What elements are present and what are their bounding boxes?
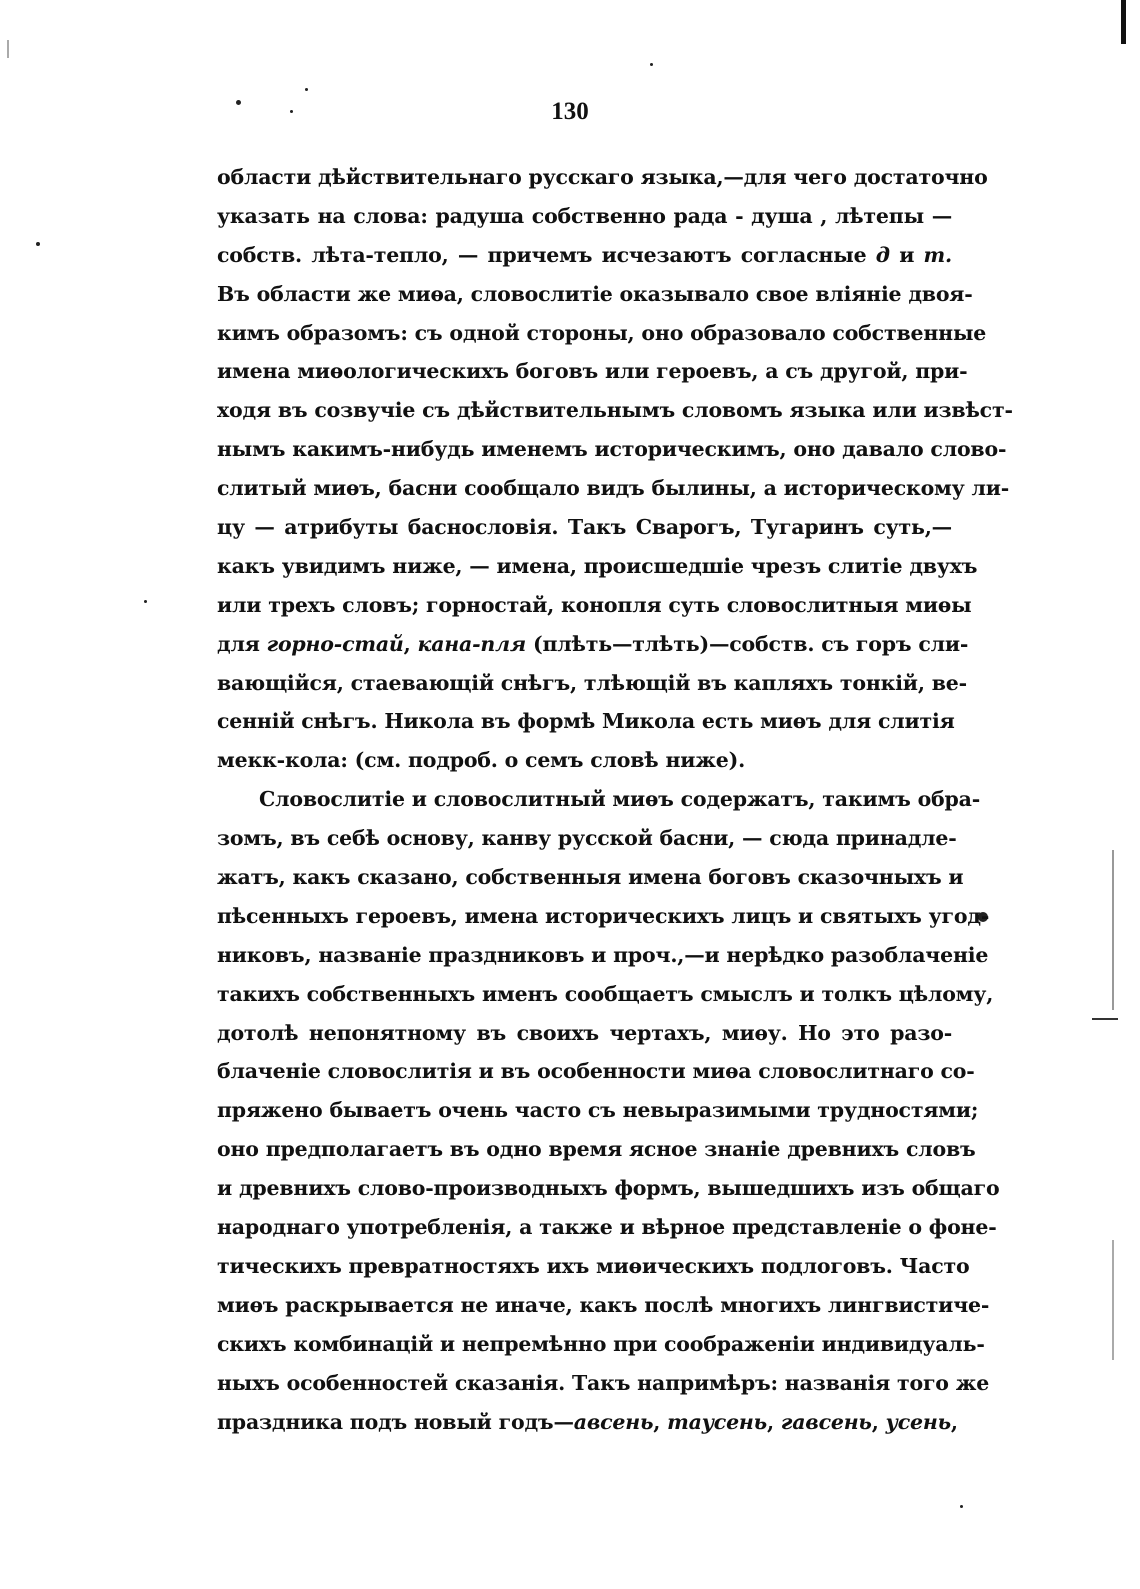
italic-word: кана-пля <box>417 631 527 656</box>
text-line <box>217 741 952 780</box>
text-segment: , <box>653 1409 668 1434</box>
text-segment: пѣсенныхъ героевъ, имена историческихъ лицъ и святыхъ угод- <box>217 903 990 928</box>
margin-mark <box>7 40 9 58</box>
text-segment: собств. лѣта-тепло, — причемъ исчезаютъ согласные <box>217 242 876 267</box>
margin-mark <box>1112 850 1114 1010</box>
text-segment: Въ области же миѳа, словослитіе оказывало свое вліяніе двоя- <box>217 281 973 306</box>
text-line <box>217 1403 958 1442</box>
text-line <box>217 897 990 936</box>
text-segment: ныхъ особенностей сказанія. Такъ напримѣръ: названія того же <box>217 1370 990 1395</box>
italic-word: горно-стай <box>266 631 404 656</box>
text-line <box>217 391 1013 430</box>
text-segment: скихъ комбинацій и непремѣнно при соображеніи индивидуаль- <box>217 1331 985 1356</box>
text-line <box>217 547 978 586</box>
text-segment: никовъ, названіе праздниковъ и проч.,—и нерѣдко разоблаченіе <box>217 942 989 967</box>
text-segment: миѳъ раскрывается не иначе, какъ послѣ многихъ лингвистиче- <box>217 1292 990 1317</box>
text-line <box>217 1247 970 1286</box>
text-line <box>217 314 987 353</box>
text-line <box>217 664 967 703</box>
text-line <box>217 430 1007 469</box>
text-segment: имена миѳологическихъ боговъ или героевъ, а съ другой, при- <box>217 359 968 384</box>
text-line <box>217 197 952 236</box>
text-line <box>217 1325 985 1364</box>
text-line <box>217 858 964 897</box>
text-segment: вающійся, стаевающій снѣгъ, тлѣющій въ капляхъ тонкій, ве- <box>217 670 967 695</box>
text-line <box>217 936 989 975</box>
page-body-text <box>217 158 1013 1441</box>
text-segment: , <box>767 1409 781 1434</box>
text-segment: сенній снѣгъ. Никола въ формѣ Микола есть миѳъ для слитія <box>217 709 955 734</box>
print-speck <box>144 600 147 603</box>
text-segment: , <box>871 1409 886 1434</box>
text-line <box>217 1130 976 1169</box>
page-edge-border <box>1121 0 1126 44</box>
text-segment: и <box>889 242 924 267</box>
text-segment: или трехъ словъ; горностай, конопля суть словослитныя миѳы <box>217 592 972 617</box>
text-line <box>217 158 988 197</box>
print-speck <box>650 63 653 66</box>
text-line <box>217 586 972 625</box>
page-number: 130 <box>551 98 589 125</box>
text-segment: дотолѣ непонятному въ своихъ чертахъ, миѳу. Но это разо- <box>217 1020 952 1045</box>
text-line <box>217 1052 975 1091</box>
text-segment: такихъ собственныхъ именъ сообщаетъ смыслъ и толкъ цѣлому, <box>217 981 994 1006</box>
text-line <box>217 780 981 819</box>
text-segment: народнаго употребленія, а также и вѣрное представленіе о фоне- <box>217 1215 997 1240</box>
text-line <box>217 275 973 314</box>
italic-word: гавсень <box>780 1409 872 1434</box>
text-segment: кимъ образомъ: съ одной стороны, оно образовало собственные <box>217 320 987 345</box>
text-segment: Словослитіе и словослитный миѳъ содержатъ, такимъ обра- <box>259 787 981 812</box>
text-segment: оно предполагаетъ въ одно время ясное знаніе древнихъ словъ <box>217 1137 976 1162</box>
text-segment: указать на слова: радуша собственно рада - душа , лѣтепы — <box>217 203 952 228</box>
text-segment: блаченіе словослитія и въ особенности миѳа словослитнаго со- <box>217 1059 975 1084</box>
text-segment: жатъ, какъ сказано, собственныя имена боговъ сказочныхъ и <box>217 865 964 890</box>
text-line <box>217 1208 997 1247</box>
text-line <box>217 625 969 664</box>
text-line <box>217 702 955 741</box>
text-segment: пряжено бываетъ очень часто съ невыразимыми трудностями; <box>217 1098 979 1123</box>
text-segment: слитый миѳъ, басни сообщало видъ былины, а историческому ли- <box>217 476 1010 501</box>
print-speck <box>960 1505 963 1508</box>
text-segment: праздника подъ новый годъ— <box>217 1409 574 1434</box>
text-segment: мекк-кола: (см. подроб. о семъ словѣ ниже). <box>217 748 746 773</box>
text-segment: и древнихъ слово-производныхъ формъ, вышедшихъ изъ общаго <box>217 1176 1000 1201</box>
text-line <box>217 975 994 1014</box>
text-segment: для <box>217 631 267 656</box>
margin-mark <box>1092 1018 1118 1020</box>
italic-word: усень <box>885 1409 951 1434</box>
text-line <box>217 236 952 275</box>
italic-word: авсень <box>573 1409 654 1434</box>
text-line <box>217 352 968 391</box>
text-segment: , <box>403 631 418 656</box>
text-line <box>217 1286 990 1325</box>
text-segment: , <box>950 1409 958 1434</box>
italic-word: т. <box>923 242 952 267</box>
text-line <box>217 1169 1000 1208</box>
text-line <box>217 1091 979 1130</box>
text-segment: какъ увидимъ ниже, — имена, происшедшіе чрезъ слитіе двухъ <box>217 553 978 578</box>
text-line <box>217 1364 990 1403</box>
text-segment: области дѣйствительнаго русскаго языка,—для чего достаточно <box>217 165 988 189</box>
text-segment: цу — атрибуты баснословія. Такъ Сварогъ, Тугаринъ суть,— <box>217 515 952 540</box>
italic-word: д <box>875 242 890 267</box>
italic-word: таусень <box>667 1409 768 1434</box>
text-segment: ходя въ созвучіе съ дѣйствительнымъ словомъ языка или извѣст- <box>217 398 1013 423</box>
print-speck <box>36 242 40 246</box>
text-segment: тическихъ превратностяхъ ихъ миѳическихъ подлоговъ. Часто <box>217 1253 970 1278</box>
margin-mark <box>1112 1240 1114 1360</box>
text-segment: зомъ, въ себѣ основу, канву русской басни, — сюда принадле- <box>217 826 957 851</box>
text-line <box>217 819 957 858</box>
print-speck <box>305 88 308 91</box>
text-line <box>217 469 1010 508</box>
text-segment: (плѣть—тлѣть)—собств. съ горъ сли- <box>526 631 969 656</box>
text-line <box>217 508 952 547</box>
text-segment: нымъ какимъ-нибудь именемъ историческимъ, оно давало слово- <box>217 437 1007 462</box>
text-line <box>217 1014 952 1053</box>
